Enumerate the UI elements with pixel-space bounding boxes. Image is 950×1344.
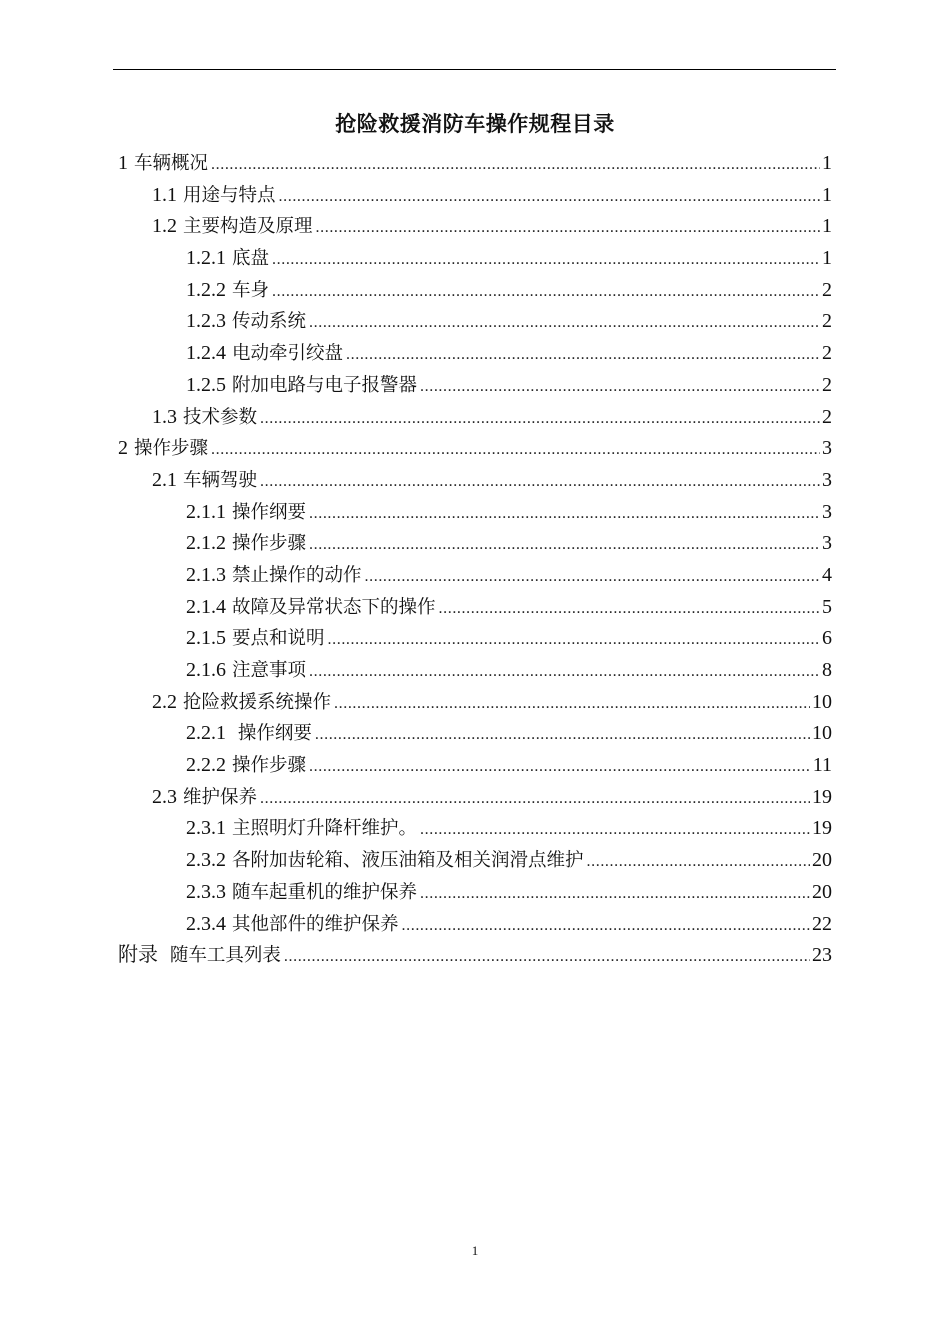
toc-entry-title: [186, 623, 325, 655]
toc-entry-label: 电动牵引绞盘: [232, 343, 344, 365]
toc-entry-title: [152, 211, 313, 243]
toc-entry-number: 1: [118, 152, 128, 174]
toc-entry-page: 2: [822, 310, 832, 333]
toc-entry-page: 2: [822, 278, 832, 301]
toc-entry-title: [118, 433, 208, 465]
toc-entry[interactable]: [118, 813, 832, 845]
toc-entry-title: [186, 718, 312, 750]
toc-dot-leader: [279, 181, 820, 213]
toc-entry[interactable]: [118, 845, 832, 877]
toc-entry-label: 随车工具列表: [164, 945, 281, 967]
toc-entry-page: 10: [812, 690, 832, 713]
toc-entry-label: 传动系统: [232, 311, 307, 333]
page-number: 1: [471, 1243, 479, 1258]
toc-entry-label: 车辆概况: [134, 153, 209, 174]
toc-entry-page: 22: [812, 912, 832, 935]
toc-dot-leader: [309, 529, 820, 561]
toc-dot-leader: [309, 656, 820, 688]
toc-entry-number: 1.2.3: [186, 310, 226, 333]
toc-entry-page: 1: [822, 247, 832, 270]
toc-entry-title: [152, 180, 276, 212]
toc-dot-leader: [284, 941, 810, 973]
toc-entry-number: 2.3.1: [186, 817, 226, 840]
toc-dot-leader: [587, 846, 810, 878]
toc-entry-number: 1.2.5: [186, 373, 226, 396]
toc-entry-number: 2.2.1: [186, 722, 226, 745]
toc-entry-title: [186, 655, 306, 687]
toc-entry[interactable]: [118, 623, 832, 655]
toc-entry[interactable]: [118, 275, 832, 307]
toc-entry-page: 3: [822, 500, 832, 523]
toc-entry-page: 3: [822, 532, 832, 555]
toc-entry-label: 禁止操作的动作: [232, 564, 362, 586]
toc-entry-number: 2.3: [152, 785, 177, 808]
toc-entry-label: 抢险救援系统操作: [183, 691, 332, 713]
toc-entry[interactable]: [118, 877, 832, 909]
toc-entry[interactable]: [118, 211, 832, 243]
toc-entry-title: [186, 750, 306, 782]
toc-entry-label: 注意事项: [232, 660, 307, 681]
toc-entry-number: 1.1: [152, 183, 177, 206]
toc-entry[interactable]: [118, 560, 832, 592]
toc-entry-number: 1.2.2: [186, 278, 226, 301]
toc-dot-leader: [272, 276, 820, 308]
toc-entry-label: 操作纲要: [232, 723, 312, 745]
toc-dot-leader: [309, 307, 820, 339]
toc-entry-label: 随车起重机的维护保养: [232, 881, 418, 903]
toc-entry-title: [186, 370, 417, 402]
toc-entry[interactable]: [118, 465, 832, 497]
toc-entry-number: 2.2.2: [186, 754, 226, 777]
toc-entry-title: [186, 306, 306, 338]
toc-dot-leader: [260, 403, 820, 435]
toc-dot-leader: [309, 751, 811, 783]
toc-dot-leader: [316, 212, 820, 244]
toc-dot-leader: [420, 878, 810, 910]
toc-entry-title: [152, 687, 331, 719]
toc-entry-number: 2.3.3: [186, 880, 226, 903]
toc-entry-title: [152, 402, 257, 434]
toc-entry-number: 2.1: [152, 468, 177, 491]
toc-dot-leader: [346, 339, 820, 371]
header-rule: [113, 69, 836, 70]
toc-entry-label: 各附加齿轮箱、液压油箱及相关润滑点维护: [232, 850, 584, 872]
toc-entry-label: 车身: [232, 279, 270, 301]
toc-entry-page: 5: [822, 595, 832, 618]
toc-entry-title: [186, 845, 584, 877]
toc-dot-leader: [420, 371, 820, 403]
toc-entry-label: 操作步骤: [232, 533, 307, 555]
toc-entry-title: [186, 877, 417, 909]
toc-entry[interactable]: [118, 370, 832, 402]
toc-dot-leader: [402, 910, 810, 942]
toc-entry-title: [186, 560, 362, 592]
toc-entry-title: [186, 497, 306, 529]
toc-entry-title: [186, 909, 399, 941]
toc-entry-page: 3: [822, 437, 832, 460]
toc-entry-page: 1: [822, 215, 832, 238]
toc-entry-number: 附录: [118, 944, 158, 967]
toc-entry-page: 1: [822, 183, 832, 206]
toc-entry[interactable]: [118, 243, 832, 275]
toc-entry[interactable]: [118, 528, 832, 560]
document-title: 抢险救援消防车操作规程目录: [335, 112, 615, 136]
toc-entry-title: [118, 148, 208, 180]
toc-entry[interactable]: [118, 592, 832, 624]
toc-dot-leader: [260, 466, 820, 498]
toc-entry[interactable]: [118, 497, 832, 529]
toc-entry-page: 19: [812, 817, 832, 840]
toc-dot-leader: [365, 561, 820, 593]
toc-entry-number: 2.1.2: [186, 532, 226, 555]
toc-entry-title: [186, 243, 269, 275]
toc-entry-page: 1: [822, 152, 832, 174]
toc-entry-page: 2: [822, 342, 832, 365]
toc-entry-number: 2: [118, 437, 128, 460]
toc-entry-label: 主要构造及原理: [183, 216, 313, 238]
toc-entry-number: 2.3.4: [186, 912, 226, 935]
toc-entry-label: 维护保养: [183, 786, 258, 808]
toc-entry[interactable]: [118, 180, 832, 212]
toc-entry-label: 其他部件的维护保养: [232, 913, 399, 935]
toc-entry-number: 1.2.1: [186, 247, 226, 270]
toc-dot-leader: [211, 434, 820, 466]
toc-entry-number: 1.2.4: [186, 342, 226, 365]
toc-entry[interactable]: [118, 940, 832, 972]
toc-entry[interactable]: [118, 909, 832, 941]
toc-entry-label: 操作步骤: [134, 438, 209, 460]
toc-entry[interactable]: [118, 148, 832, 180]
toc-entry-label: 用途与特点: [183, 184, 276, 206]
toc-entry-page: 4: [822, 563, 832, 586]
toc-entry-number: 2.1.3: [186, 563, 226, 586]
toc-entry-label: 车辆驾驶: [183, 469, 258, 491]
toc-entry-label: 操作纲要: [232, 501, 307, 523]
toc-entry-number: 1.2: [152, 215, 177, 238]
toc-dot-leader: [439, 593, 820, 625]
toc-entry[interactable]: [118, 718, 832, 750]
toc-entry-number: 2.3.2: [186, 849, 226, 872]
toc-entry-title: [152, 465, 257, 497]
toc-dot-leader: [315, 719, 810, 751]
toc-entry-number: 1.3: [152, 405, 177, 428]
toc-entry-label: 要点和说明: [232, 628, 325, 650]
toc-entry-label: 操作步骤: [232, 755, 307, 777]
toc-entry-page: 20: [812, 880, 832, 903]
toc-entry-page: 3: [822, 468, 832, 491]
toc-entry-label: 附加电路与电子报警器: [232, 374, 418, 396]
toc-dot-leader: [260, 783, 810, 815]
toc-entry[interactable]: [118, 655, 832, 687]
toc-entry-page: 20: [812, 849, 832, 872]
table-of-contents: [118, 148, 832, 972]
toc-entry[interactable]: [118, 306, 832, 338]
toc-dot-leader: [328, 624, 820, 656]
toc-entry-number: 2.1.4: [186, 595, 226, 618]
toc-dot-leader: [334, 688, 810, 720]
toc-entry-number: 2.1.6: [186, 659, 226, 681]
toc-entry-page: 6: [822, 627, 832, 650]
toc-entry[interactable]: [118, 750, 832, 782]
toc-entry-title: [186, 592, 436, 624]
toc-entry-page: 8: [822, 659, 832, 681]
toc-entry[interactable]: [118, 782, 832, 814]
toc-entry-label: 故障及异常状态下的操作: [232, 596, 436, 618]
toc-entry[interactable]: [118, 338, 832, 370]
toc-entry-number: 2.1.5: [186, 627, 226, 650]
toc-entry-title: [186, 275, 269, 307]
toc-entry[interactable]: [118, 402, 832, 434]
toc-entry[interactable]: [118, 433, 832, 465]
toc-entry-page: 11: [812, 754, 832, 777]
toc-dot-leader: [309, 498, 820, 530]
toc-entry-title: [118, 940, 281, 972]
toc-entry-page: 2: [822, 373, 832, 396]
toc-entry-page: 19: [812, 785, 832, 808]
toc-entry-number: 2.1.1: [186, 500, 226, 523]
toc-entry-title: [186, 528, 306, 560]
toc-entry-label: 底盘: [232, 248, 270, 270]
toc-entry-title: [186, 338, 343, 370]
toc-entry-page: 10: [812, 722, 832, 745]
toc-entry-label: 主照明灯升降杆维护。: [232, 818, 418, 840]
toc-dot-leader: [211, 149, 820, 181]
toc-entry-title: [186, 813, 417, 845]
toc-entry[interactable]: [118, 687, 832, 719]
toc-dot-leader: [272, 244, 820, 276]
toc-entry-label: 技术参数: [183, 406, 258, 428]
toc-dot-leader: [420, 814, 810, 846]
toc-entry-number: 2.2: [152, 690, 177, 713]
toc-entry-page: 23: [812, 944, 832, 967]
toc-entry-title: [152, 782, 257, 814]
toc-entry-page: 2: [822, 405, 832, 428]
